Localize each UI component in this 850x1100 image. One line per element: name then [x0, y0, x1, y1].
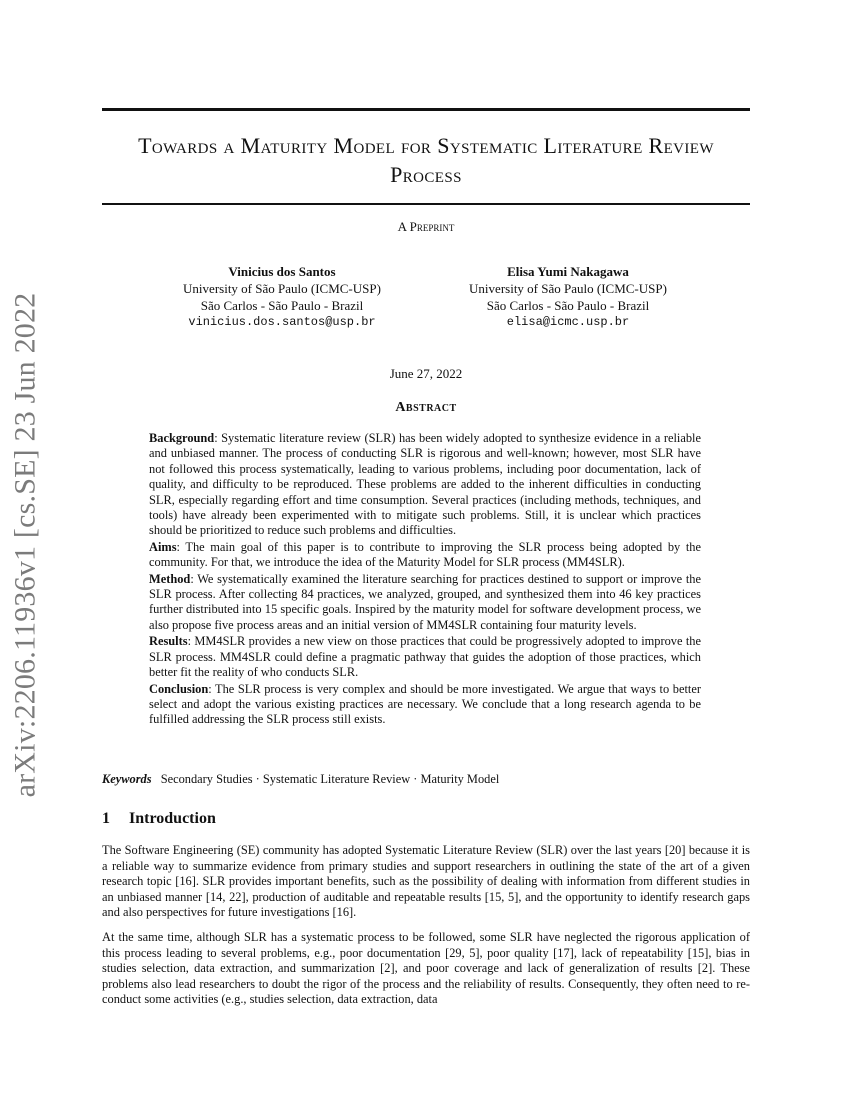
abstract-text: : The main goal of this paper is to contribute to improving the SLR process being adopted by the community. For that, we introduce the idea of the Maturity Model for SLR process (MM4SLR). — [149, 539, 701, 570]
abstract-label: Aims — [149, 539, 177, 554]
author-location: São Carlos - São Paulo - Brazil — [486, 298, 650, 313]
abstract-text: : MM4SLR provides a new view on those practices that could be progressively adopted to improve the SLR process. MM4SLR could define a pragmatic pathway that guides the adoption of those practices, which better fit the reality of who conducts SLR. — [149, 634, 701, 680]
keywords-list: Secondary Studies · Systematic Literature Review · Maturity Model — [160, 772, 500, 786]
section-number: 1 — [102, 810, 110, 827]
paper-date: June 27, 2022 — [389, 366, 463, 381]
preprint-label: A Preprint — [397, 219, 455, 234]
abstract-paragraph-method — [149, 572, 701, 634]
section-heading-introduction — [102, 810, 750, 828]
abstract-body — [149, 431, 701, 729]
body-paragraph: At the same time, although SLR has a systematic process to be followed, some SLR have neglected the rigorous application of this process leading to several problems, e.g., poor documentation [29, 5], poor quality [17], lack of repeatability [15], bias in studies selection, data extraction, and summarization [2], and poor coverage and lack of generalization of results [2]. These problems also lead researchers to doubt the rigor of the process and the reliability of results. Consequently, they often need to re-conduct some activities (e.g., studies selection, data extraction, data — [102, 929, 750, 1007]
abstract-heading: Abstract — [395, 400, 457, 415]
author-email: elisa@icmc.usp.br — [506, 315, 630, 329]
author-email: vinicius.dos.santos@usp.br — [188, 315, 376, 329]
abstract-text: : Systematic literature review (SLR) has been widely adopted to synthesize evidence in a reliable and unbiased manner. The process of conducting SLR is rigorous and well-known; however, most SLR have not followed this process systematically, leading to various problems, including poor documentation, lack of quality, and difficulty to be reproduced. These problems are added to the inherent difficulties in conducting SLR, especially regarding effort and time consumption. Several practices (including methods, techniques, and tools) have already been experimented with to mitigate such problems. Still, it is unclear which practices should be prioritized to reduce such problems and difficulties. — [149, 431, 701, 538]
abstract-paragraph-aims — [149, 540, 701, 571]
arxiv-identifier-text: arXiv:2206.11936v1 [cs.SE] 23 Jun 2022 — [8, 292, 42, 798]
abstract-label: Background — [149, 431, 215, 445]
abstract-label: Results — [149, 634, 188, 649]
abstract-text: : We systematically examined the literature searching for practices destined to support or improve the SLR process. After collecting 84 practices, we analyzed, grouped, and synthesized them into 46 key practices further distributed into 15 specific goals. Inspired by the maturity model for software development process, we also propose five process areas and an initial version of MM4SLR containing four maturity levels. — [149, 571, 701, 632]
abstract-label: Conclusion — [149, 681, 209, 696]
title-top-rule — [102, 108, 750, 111]
abstract-text: : The SLR process is very complex and should be more investigated. We argue that ways to better select and adopt the various existing practices are necessary. We conclude that a long research agenda to be fulfilled addressing the SLR process still exists. — [149, 681, 701, 727]
title-bottom-rule — [102, 203, 750, 205]
author-affiliation: University of São Paulo (ICMC-USP) — [183, 281, 381, 296]
keywords-line — [102, 772, 750, 787]
author-location: São Carlos - São Paulo - Brazil — [200, 298, 364, 313]
arxiv-identifier — [4, 292, 46, 798]
keywords-label: Keywords — [102, 772, 152, 786]
abstract-label: Method — [149, 571, 191, 586]
author-block-2 — [418, 263, 718, 331]
abstract-paragraph-background — [149, 431, 701, 539]
abstract-paragraph-conclusion — [149, 682, 701, 728]
author-name: Vinicius dos Santos — [228, 264, 336, 279]
author-name: Elisa Yumi Nakagawa — [507, 264, 629, 279]
body-paragraph: The Software Engineering (SE) community has adopted Systematic Literature Review (SLR) over the last years [20] because it is a reliable way to summarize evidence from primary studies and support researchers in outlining the state of the art of a given research topic [16]. SLR provides important benefits, such as the possibility of dealing with information from different studies in an unbiased manner [14, 22], production of auditable and repeatable results [15, 5], and the opportunity to identify research gaps and also perspectives for future investigations [16]. — [102, 843, 750, 920]
author-block-1 — [132, 263, 432, 331]
paper-title: Towards a Maturity Model for Systematic Literature Review Process — [138, 133, 714, 187]
introduction-body — [102, 843, 750, 1017]
section-title: Introduction — [129, 810, 216, 827]
author-affiliation: University of São Paulo (ICMC-USP) — [469, 281, 667, 296]
abstract-paragraph-results — [149, 634, 701, 680]
